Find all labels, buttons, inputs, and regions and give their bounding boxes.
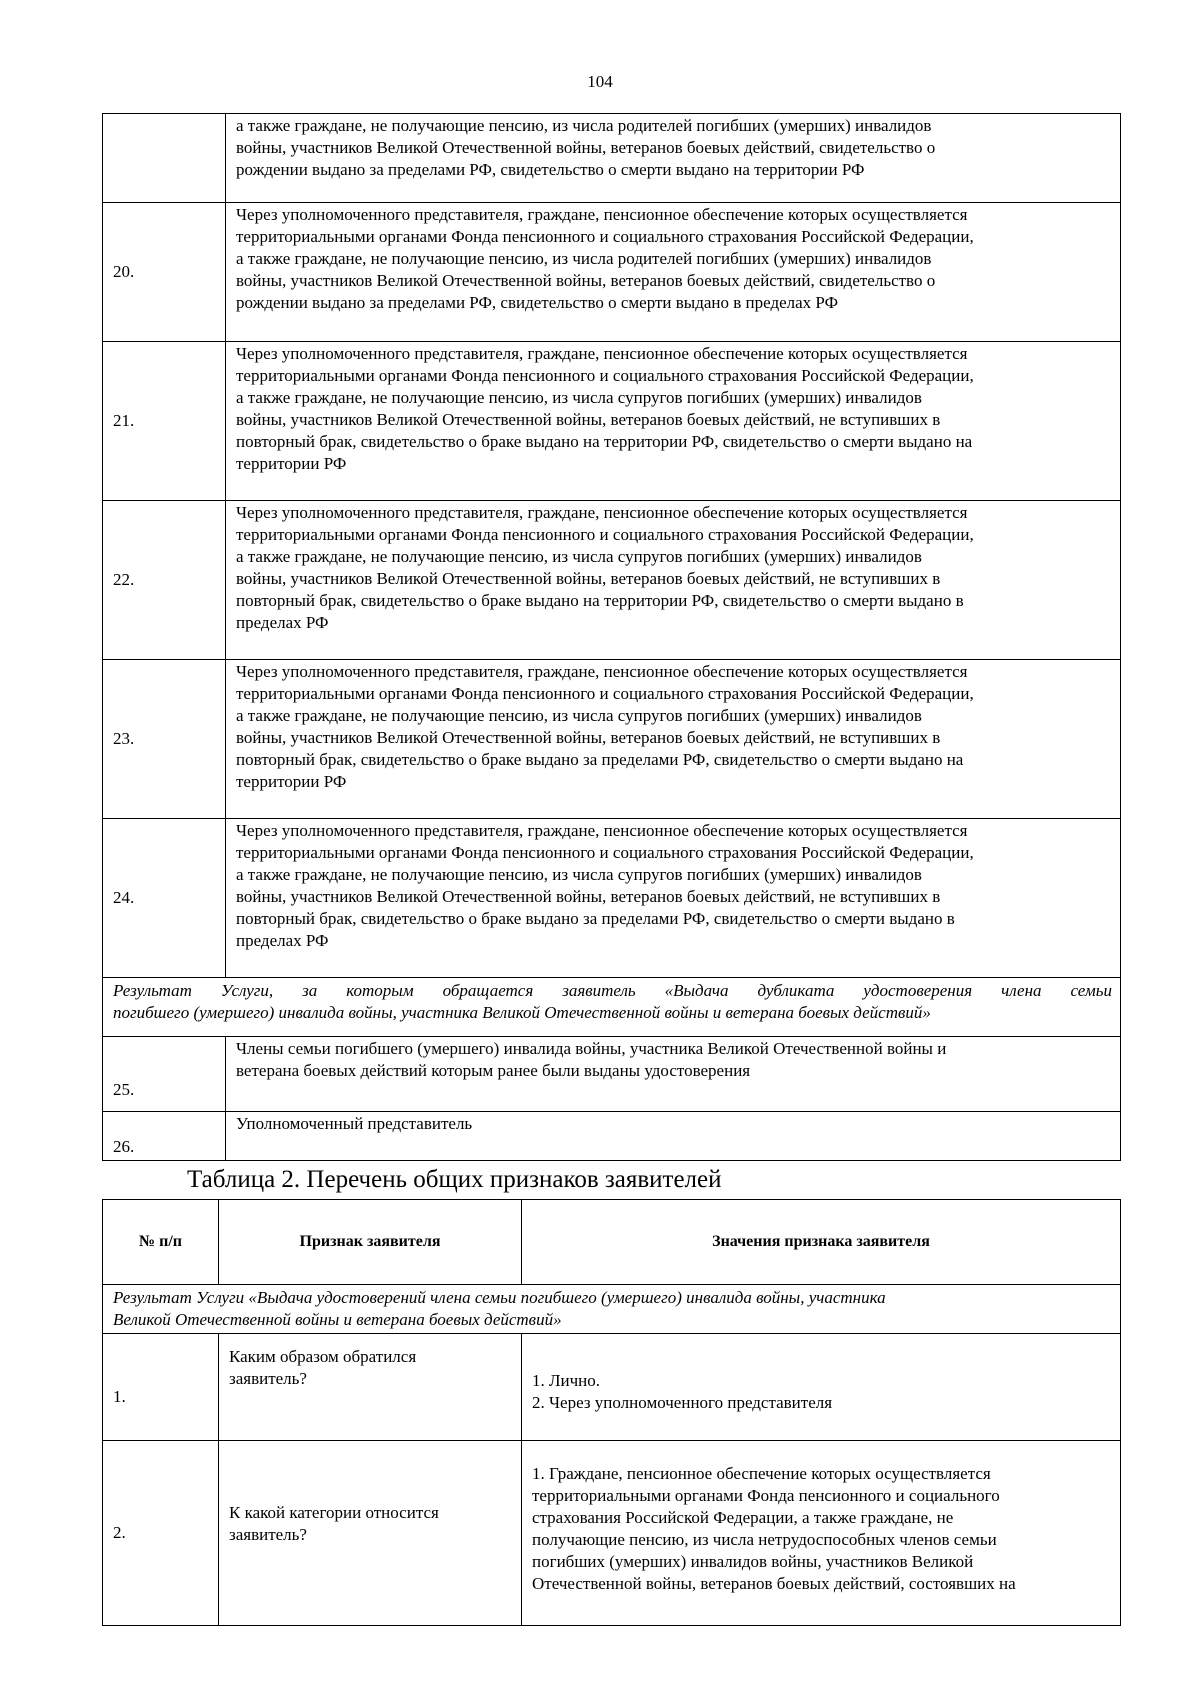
text-line: рождении выдано за пределами РФ, свидетельство о смерти выдано на территории РФ	[236, 160, 865, 179]
table-row	[103, 203, 1121, 342]
text-line: а также граждане, не получающие пенсию, из числа родителей погибших (умерших) инвалидов	[236, 249, 932, 268]
row-number: 2.	[103, 1441, 219, 1626]
column-header-attribute: Признак заявителя	[219, 1200, 522, 1285]
text-line: погибших (умерших) инвалидов войны, участников Великой	[532, 1552, 974, 1571]
text-line: Члены семьи погибшего (умершего) инвалида войны, участника Великой Отечественной войны и	[236, 1039, 947, 1058]
text-line: а также граждане, не получающие пенсию, из числа супругов погибших (умерших) инвалидов	[236, 865, 922, 884]
attribute-values	[522, 1441, 1121, 1626]
row-text	[226, 501, 1121, 660]
text-line: страхования Российской Федерации, а также граждане, не	[532, 1508, 954, 1527]
row-number: 24.	[103, 819, 226, 978]
table-row	[103, 501, 1121, 660]
text-line: территории РФ	[236, 772, 347, 791]
text-line: 2. Через уполномоченного представителя	[532, 1393, 833, 1412]
row-text	[226, 114, 1121, 203]
row-number: 1.	[103, 1334, 219, 1441]
text-line: Через уполномоченного представителя, граждане, пенсионное обеспечение которых осуществляется	[236, 344, 968, 363]
result-heading-line: Великой Отечественной войны и ветерана боевых действий»	[113, 1310, 562, 1329]
text-line: повторный брак, свидетельство о браке выдано на территории РФ, свидетельство о смерти выдано в	[236, 591, 964, 610]
text-line: пределах РФ	[236, 613, 329, 632]
text-line: повторный брак, свидетельство о браке выдано за пределами РФ, свидетельство о смерти выдано в	[236, 909, 955, 928]
row-number: 26.	[103, 1112, 226, 1161]
row-text: Уполномоченный представитель	[226, 1112, 1121, 1161]
table-row	[103, 1334, 1121, 1441]
attribute-question	[219, 1334, 522, 1441]
text-line: 1. Лично.	[532, 1371, 601, 1390]
row-text	[226, 819, 1121, 978]
text-line: территориальными органами Фонда пенсионного и социального страхования Российской Федерации,	[236, 684, 974, 703]
applicant-attributes-table	[102, 1199, 1121, 1626]
applicant-variants-table	[102, 113, 1121, 1161]
table-row	[103, 114, 1121, 203]
row-number: 20.	[103, 203, 226, 342]
text-line: а также граждане, не получающие пенсию, из числа супругов погибших (умерших) инвалидов	[236, 706, 922, 725]
text-line: войны, участников Великой Отечественной войны, ветеранов боевых действий, не вступивших в	[236, 410, 941, 429]
text-line: а также граждане, не получающие пенсию, из числа родителей погибших (умерших) инвалидов	[236, 116, 932, 135]
text-line: повторный брак, свидетельство о браке выдано за пределами РФ, свидетельство о смерти выдано на	[236, 750, 964, 769]
text-line: Через уполномоченного представителя, граждане, пенсионное обеспечение которых осуществляется	[236, 662, 968, 681]
text-line: Отечественной войны, ветеранов боевых действий, состоявших на	[532, 1574, 1016, 1593]
text-line: войны, участников Великой Отечественной войны, ветеранов боевых действий, свидетельство о	[236, 271, 936, 290]
table-row	[103, 819, 1121, 978]
row-text	[226, 342, 1121, 501]
column-header-number: № п/п	[103, 1200, 219, 1285]
text-line: территориальными органами Фонда пенсионного и социального	[532, 1486, 1000, 1505]
text-line: 1. Граждане, пенсионное обеспечение которых осуществляется	[532, 1464, 991, 1483]
text-line: территориальными органами Фонда пенсионного и социального страхования Российской Федерации,	[236, 525, 974, 544]
result-heading	[103, 1285, 1121, 1334]
text-line: Через уполномоченного представителя, граждане, пенсионное обеспечение которых осуществляется	[236, 205, 968, 224]
row-number: 25.	[103, 1037, 226, 1112]
table-2-title: Таблица 2. Перечень общих признаков заявителей	[187, 1166, 722, 1193]
result-heading-line: Результат Услуги, за которым обращается заявитель «Выдача дубликата удостоверения члена семьи	[113, 981, 1112, 1000]
text-line: рождении выдано за пределами РФ, свидетельство о смерти выдано в пределах РФ	[236, 293, 839, 312]
row-text	[226, 1037, 1121, 1112]
result-heading-line: Результат Услуги «Выдача удостоверений члена семьи погибшего (умершего) инвалида войны, участника	[113, 1288, 886, 1307]
table-row	[103, 1112, 1121, 1161]
row-number	[103, 114, 226, 203]
text-line: заявитель?	[229, 1369, 307, 1388]
text-line: Через уполномоченного представителя, граждане, пенсионное обеспечение которых осуществляется	[236, 821, 968, 840]
text-line: Через уполномоченного представителя, граждане, пенсионное обеспечение которых осуществляется	[236, 503, 968, 522]
table-row	[103, 1441, 1121, 1626]
text-line: заявитель?	[229, 1525, 307, 1544]
text-line: а также граждане, не получающие пенсию, из числа супругов погибших (умерших) инвалидов	[236, 547, 922, 566]
row-number: 21.	[103, 342, 226, 501]
result-heading-row	[103, 978, 1121, 1037]
page-number: 104	[587, 72, 613, 91]
table-row	[103, 1037, 1121, 1112]
attribute-question	[219, 1441, 522, 1626]
table-row	[103, 660, 1121, 819]
text-line: ветерана боевых действий которым ранее были выданы удостоверения	[236, 1061, 751, 1080]
text-line: войны, участников Великой Отечественной войны, ветеранов боевых действий, не вступивших в	[236, 728, 941, 747]
text-line: территориальными органами Фонда пенсионного и социального страхования Российской Федерации,	[236, 843, 974, 862]
text-line: получающие пенсию, из числа нетрудоспособных членов семьи	[532, 1530, 997, 1549]
table-row	[103, 342, 1121, 501]
row-number: 22.	[103, 501, 226, 660]
text-line: К какой категории относится	[229, 1503, 439, 1522]
text-line: территориальными органами Фонда пенсионного и социального страхования Российской Федерации,	[236, 227, 974, 246]
text-line: территориальными органами Фонда пенсионного и социального страхования Российской Федерации,	[236, 366, 974, 385]
result-heading	[103, 978, 1121, 1037]
text-line: а также граждане, не получающие пенсию, из числа супругов погибших (умерших) инвалидов	[236, 388, 922, 407]
text-line: войны, участников Великой Отечественной войны, ветеранов боевых действий, свидетельство о	[236, 138, 936, 157]
text-line: войны, участников Великой Отечественной войны, ветеранов боевых действий, не вступивших в	[236, 569, 941, 588]
text-line: территории РФ	[236, 454, 347, 473]
row-number: 23.	[103, 660, 226, 819]
text-line: войны, участников Великой Отечественной войны, ветеранов боевых действий, не вступивших в	[236, 887, 941, 906]
table-header-row	[103, 1200, 1121, 1285]
text-line: пределах РФ	[236, 931, 329, 950]
text-line: повторный брак, свидетельство о браке выдано на территории РФ, свидетельство о смерти выдано на	[236, 432, 973, 451]
row-text	[226, 660, 1121, 819]
column-header-values: Значения признака заявителя	[522, 1200, 1121, 1285]
row-text	[226, 203, 1121, 342]
result-heading-line: погибшего (умершего) инвалида войны, участника Великой Отечественной войны и ветерана боевых действий»	[113, 1003, 931, 1022]
text-line: Каким образом обратился	[229, 1347, 417, 1366]
attribute-values	[522, 1334, 1121, 1441]
result-heading-row	[103, 1285, 1121, 1334]
